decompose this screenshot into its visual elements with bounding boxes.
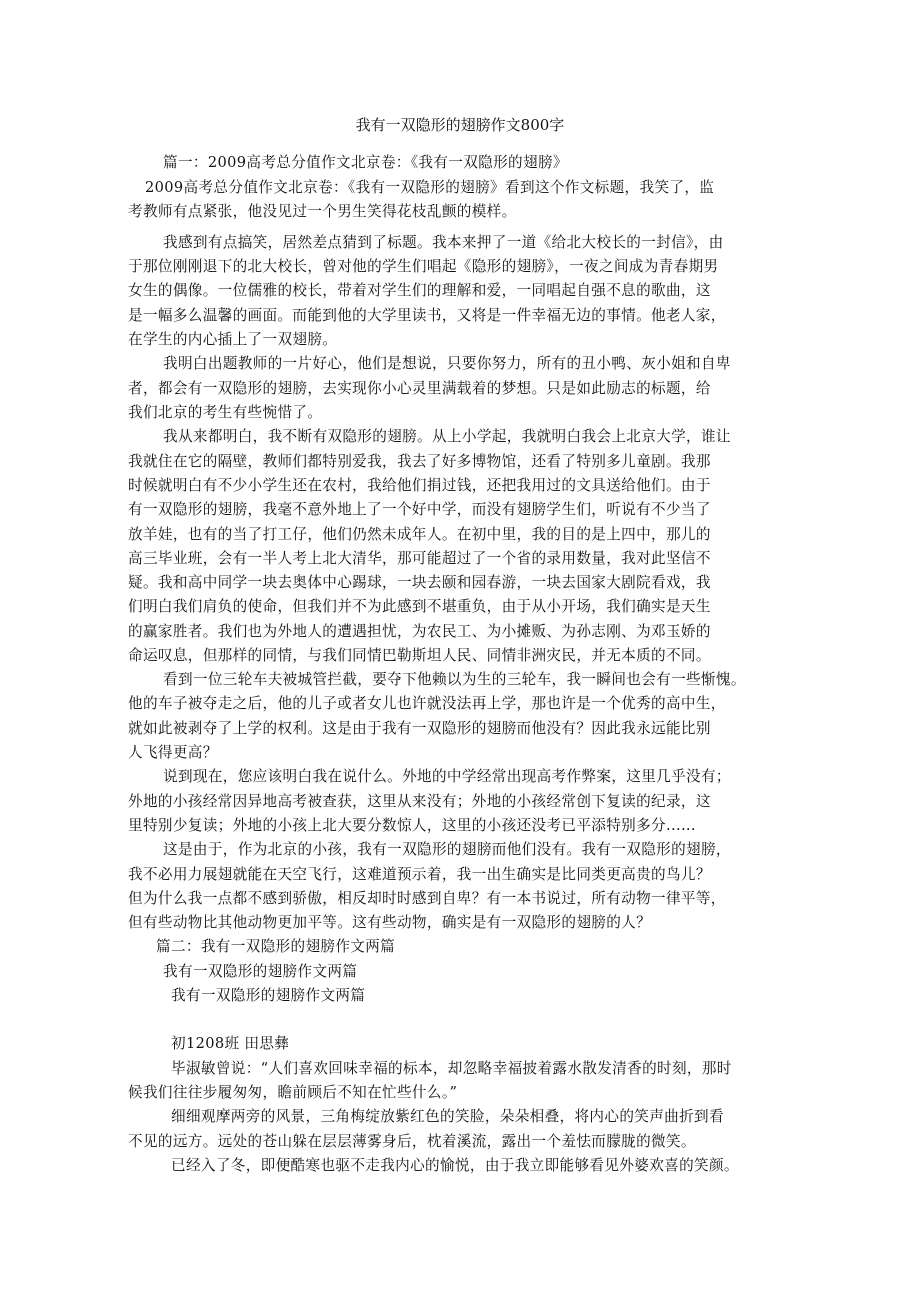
text-line: 们明白我们肩负的使命，但我们并不为此感到不堪重负，由于从小开场，我们确实是天生 <box>128 598 711 615</box>
text-line: 命运叹息，但那样的同情，与我们同情巴勒斯坦人民、同情非洲灾民，并无本质的不同。 <box>128 647 711 664</box>
text-line: 但为什么我一点都不感到骄傲，相反却时时感到自卑？有一本书说过，所有动物一律平等， <box>128 890 726 907</box>
text-line: 毕淑敏曾说：“人们喜欢回味幸福的标本，却忽略幸福披着露水散发清香的时刻，那时 <box>171 1060 732 1077</box>
text-line: 时候就明白有不少小学生还在农村，我给他们捐过钱，还把我用过的文具送给他们。由于 <box>128 477 711 494</box>
text-line: 已经入了冬，即便酷寒也驱不走我内心的愉悦，由于我立即能够看见外婆欢喜的笑颜。 <box>171 1157 739 1174</box>
text-line: 但有些动物比其他动物更加平等。这有些动物，确实是有一双隐形的翅膀的人？ <box>128 914 652 931</box>
text-line: 是一幅多么温馨的画面。而能到他的大学里读书，又将是一件幸福无边的事情。他老人家， <box>128 307 726 324</box>
text-line: 我感到有点搞笑，居然差点猜到了标题。我本来押了一道《给北大校长的一封信》，由 <box>163 234 724 251</box>
text-line: 女生的偶像。一位儒雅的校长，带着对学生们的理解和爱，一同唱起自强不息的歌曲，这 <box>128 282 711 299</box>
text-line: 在学生的内心插上了一双翅膀。 <box>128 331 338 348</box>
text-line: 人飞得更高？ <box>128 744 218 761</box>
text-line: 我从来都明白，我不断有双隐形的翅膀。从上小学起，我就明白我会上北京大学，谁让 <box>163 428 731 445</box>
text-line: 我们北京的考生有些惋惜了。 <box>128 404 323 421</box>
text-line: 我就住在它的隔壁，教师们都特别爱我，我去了好多博物馆，还看了特别多儿童剧。我那 <box>128 453 711 470</box>
text-line: 2009高考总分值作文北京卷：《我有一双隐形的翅膀》看到这个作文标题，我笑了，监 <box>145 179 715 196</box>
text-line: 就如此被剥夺了上学的权利。这是由于我有一双隐形的翅膀而他没有？因此我永远能比别 <box>128 720 711 737</box>
text-line: 的赢家胜者。我们也为外地人的遭遇担忧，为农民工、为小摊贩、为孙志刚、为邓玉娇的 <box>128 623 711 640</box>
text-line: 高三毕业班，会有一半人考上北大清华，那可能超过了一个省的录用数量，我对此坚信不 <box>128 550 711 567</box>
text-line: 看到一位三轮车夫被城管拦截，要夺下他赖以为生的三轮车，我一瞬间也会有一些惭愧。 <box>163 671 746 688</box>
text-line: 者，都会有一双隐形的翅膀，去实现你小心灵里满载着的梦想。只是如此励志的标题，给 <box>128 380 711 397</box>
text-line: 我有一双隐形的翅膀作文两篇 <box>171 987 366 1004</box>
text-line: 我有一双隐形的翅膀作文两篇 <box>163 963 358 980</box>
text-line: 放羊娃，也有的当了打工仔，他们仍然未成年人。在初中里，我的目的是上四中，那儿的 <box>128 526 711 543</box>
text-line: 我明白出题教师的一片好心，他们是想说，只要你努力，所有的丑小鸭、灰小姐和自卑 <box>163 355 731 372</box>
text-line: 篇一：2009高考总分值作文北京卷：《我有一双隐形的翅膀》 <box>163 154 568 171</box>
text-line: 篇二：我有一双隐形的翅膀作文两篇 <box>156 938 396 955</box>
text-line: 候我们往往步履匆匆，瞻前顾后不知在忙些什么。” <box>128 1084 458 1101</box>
document-title: 我有一双隐形的翅膀作文800字 <box>355 116 565 134</box>
text-line: 外地的小孩经常因异地高考被查获，这里从来没有；外地的小孩经常创下复读的纪录，这 <box>128 793 711 810</box>
text-line: 不见的远方。远处的苍山躲在层层薄雾身后，枕着溪流，露出一个羞怯而朦胧的微笑。 <box>128 1133 696 1150</box>
text-line: 初1208班 田思彝 <box>171 1035 290 1052</box>
text-line: 说到现在，您应该明白我在说什么。外地的中学经常出现高考作弊案，这里几乎没有； <box>163 768 731 785</box>
text-line: 考教师有点紧张，他没见过一个男生笑得花枝乱颤的模样。 <box>128 203 517 220</box>
text-line: 疑。我和高中同学一块去奥体中心踢球，一块去颐和园春游，一块去国家大剧院看戏，我 <box>128 574 711 591</box>
text-line: 他的车子被夺走之后，他的儿子或者女儿也许就没法再上学，那也许是一个优秀的高中生， <box>128 695 726 712</box>
text-line: 里特别少复读；外地的小孩上北大要分数惊人，这里的小孩还没考已平添特别多分...... <box>128 817 696 834</box>
text-line: 有一双隐形的翅膀，我毫不意外地上了一个好中学，而没有翅膀学生们，听说有不少当了 <box>128 501 711 518</box>
text-line: 于那位刚刚退下的北大校长，曾对他的学生们唱起《隐形的翅膀》，一夜之间成为青春期男 <box>128 258 719 275</box>
text-line: 我不必用力展翅就能在天空飞行，这难道预示着，我一出生确实是比同类更高贵的鸟儿？ <box>128 866 711 883</box>
text-line: 这是由于，作为北京的小孩，我有一双隐形的翅膀而他们没有。我有一双隐形的翅膀， <box>163 841 731 858</box>
text-line: 细细观摩两旁的风景，三角梅绽放紫红色的笑脸，朵朵相叠，将内心的笑声曲折到看 <box>171 1108 724 1125</box>
